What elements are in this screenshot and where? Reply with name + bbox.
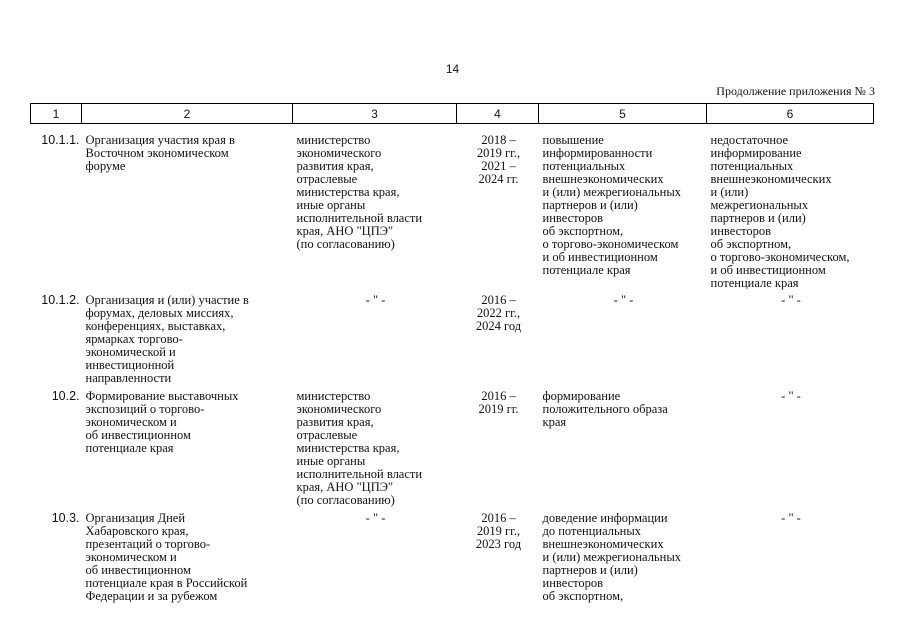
period-cell: 2016 – 2019 гг., 2023 год: [475, 511, 522, 551]
consequence-cell: - " -: [781, 511, 801, 525]
executor-cell: - " -: [365, 511, 386, 525]
period-cell: 2016 – 2019 гг.: [478, 389, 519, 416]
executor-cell: министерство экономического развития края, отраслевые министерства края, иные органы исполнительной власти края, АНО "ЦПЭ" (по согласованию): [296, 133, 423, 251]
table-row: [31, 512, 874, 607]
consequence-cell: недостаточное информирование потенциальных внешнеэкономических и (или) межрегиональных партнеров и (или) инвесторов об экспортном, о торгово-экономическом, и об инвестиционном потенциале края: [710, 133, 850, 290]
result-cell: - " -: [613, 293, 634, 307]
column-header: 2: [82, 104, 293, 124]
result-cell: повышение информированности потенциальных внешнеэкономических и (или) межрегиональных партнеров и (или) инвесторов об экспортном, о торгово-экономическом и об инвестиционном потенциале края: [542, 133, 681, 277]
consequence-cell: - " -: [781, 293, 801, 307]
period-cell: 2016 – 2022 гг., 2024 год: [475, 293, 522, 333]
appendix-table: [30, 103, 874, 607]
executor-cell: - " -: [365, 293, 386, 307]
result-cell: формирование положительного образа края: [542, 389, 668, 429]
item-number: 10.1.1.: [41, 133, 80, 147]
item-number: 10.3.: [51, 511, 80, 525]
activity-cell: Организация участия края в Восточном экономическом форуме: [85, 133, 235, 173]
activity-cell: Организация и (или) участие в форумах, деловых миссиях, конференциях, выставках, ярмарках торгово- экономической и инвестиционной направленности: [85, 293, 249, 385]
column-header: 3: [293, 104, 457, 124]
activity-cell: Организация Дней Хабаровского края, презентаций о торгово- экономическом и об инвестиционном потенциале края в Российской Федерации и за рубежом: [85, 511, 248, 603]
page-number: 14: [445, 62, 460, 76]
consequence-cell: - " -: [781, 389, 801, 403]
appendix-continuation-label: Продолжение приложения № 3: [716, 84, 875, 98]
item-number: 10.2.: [51, 389, 80, 403]
column-number-header-row: [31, 104, 874, 124]
column-header: 4: [457, 104, 539, 124]
activity-cell: Формирование выставочных экспозиций о торгово- экономическом и об инвестиционном потенциале края: [85, 389, 239, 455]
column-header: 5: [539, 104, 707, 124]
column-header: 6: [707, 104, 874, 124]
table-row: [31, 294, 874, 390]
executor-cell: министерство экономического развития края, отраслевые министерства края, иные органы исполнительной власти края, АНО "ЦПЭ" (по согласованию): [296, 389, 423, 507]
table-row: [31, 390, 874, 512]
item-number: 10.1.2.: [41, 293, 80, 307]
table-row: [31, 134, 874, 294]
result-cell: доведение информации до потенциальных внешнеэкономических и (или) межрегиональных партнеров и (или) инвесторов об экспортном,: [542, 511, 681, 603]
period-cell: 2018 – 2019 гг., 2021 – 2024 гг.: [476, 133, 521, 186]
column-header: 1: [31, 104, 82, 124]
